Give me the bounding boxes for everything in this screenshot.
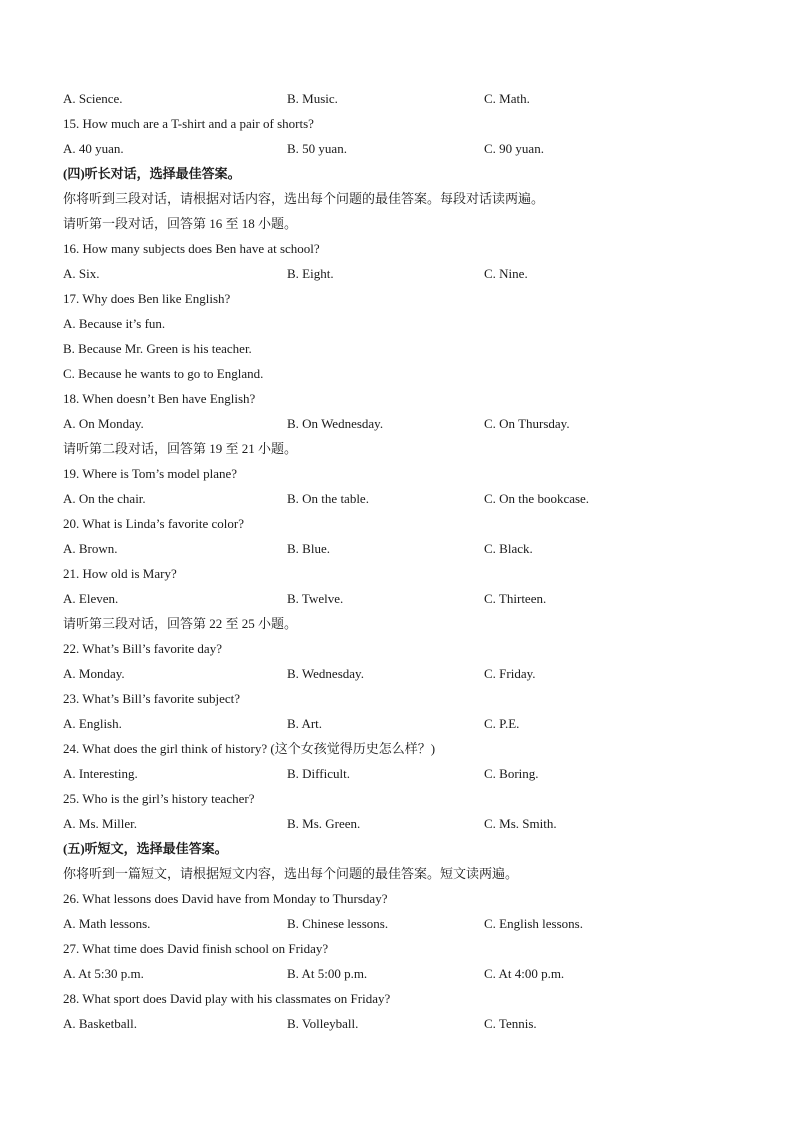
- question-text: 19. Where is Tom’s model plane?: [63, 466, 238, 481]
- instruction-text: A. Because it’s fun.: [63, 316, 166, 331]
- question-text: 15. How much are a T-shirt and a pair of shorts?: [63, 116, 314, 131]
- option-c: C. Black.: [484, 541, 533, 556]
- instruction-text: 你将听到一篇短文，请根据短文内容，选出每个问题的最佳答案。短文读两遍。: [63, 866, 519, 881]
- option-c: C. At 4:00 p.m.: [484, 966, 565, 981]
- instruction-text: 请听第一段对话，回答第 16 至 18 小题。: [63, 216, 298, 231]
- option-a: A. Ms. Miller.: [63, 816, 138, 831]
- instruction-text: 请听第三段对话，回答第 22 至 25 小题。: [63, 616, 298, 631]
- question-text: 23. What’s Bill’s favorite subject?: [63, 691, 241, 706]
- option-a: A. 40 yuan.: [63, 141, 124, 156]
- exam-page: [63, 86, 743, 1036]
- option-b: B. At 5:00 p.m.: [287, 966, 368, 981]
- option-c: C. P.E.: [484, 716, 520, 731]
- option-a: A. Eleven.: [63, 591, 119, 606]
- answer-options-row: [63, 761, 743, 786]
- option-b: B. Ms. Green.: [287, 816, 361, 831]
- answer-options-row: [63, 811, 743, 836]
- option-b: B. On Wednesday.: [287, 416, 384, 431]
- option-a: A. Interesting.: [63, 766, 138, 781]
- option-a: A. On Monday.: [63, 416, 144, 431]
- option-b: B. Difficult.: [287, 766, 350, 781]
- option-c: C. 90 yuan.: [484, 141, 544, 156]
- question-text: 28. What sport does David play with his classmates on Friday?: [63, 991, 391, 1006]
- instruction-text: B. Because Mr. Green is his teacher.: [63, 341, 252, 356]
- option-a: A. Brown.: [63, 541, 118, 556]
- option-a: A. On the chair.: [63, 491, 146, 506]
- option-b: B. Blue.: [287, 541, 330, 556]
- answer-options-row: [63, 911, 743, 936]
- question-text: 20. What is Linda’s favorite color?: [63, 516, 244, 531]
- instruction-text: C. Because he wants to go to England.: [63, 366, 264, 381]
- instruction-text: 你将听到三段对话，请根据对话内容，选出每个问题的最佳答案。每段对话读两遍。: [63, 191, 545, 206]
- answer-options-row: [63, 486, 743, 511]
- question-text: 24. What does the girl think of history? (这个女孩觉得历史怎么样？): [63, 741, 436, 756]
- option-c: C. Math.: [484, 91, 530, 106]
- question-text: 26. What lessons does David have from Monday to Thursday?: [63, 891, 388, 906]
- question-text: 18. When doesn’t Ben have English?: [63, 391, 256, 406]
- section-heading: (四)听长对话，选择最佳答案。: [63, 166, 241, 181]
- answer-options-row: [63, 661, 743, 686]
- question-text: 17. Why does Ben like English?: [63, 291, 231, 306]
- option-b: B. Music.: [287, 91, 338, 106]
- question-text: 16. How many subjects does Ben have at school?: [63, 241, 320, 256]
- option-b: B. Twelve.: [287, 591, 344, 606]
- question-text: 22. What’s Bill’s favorite day?: [63, 641, 222, 656]
- answer-options-row: [63, 1011, 743, 1036]
- option-a: A. Basketball.: [63, 1016, 138, 1031]
- option-a: A. Six.: [63, 266, 100, 281]
- option-c: C. Boring.: [484, 766, 539, 781]
- option-c: C. Nine.: [484, 266, 528, 281]
- answer-options-row: [63, 961, 743, 986]
- option-a: A. Monday.: [63, 666, 125, 681]
- answer-options-row: [63, 86, 743, 111]
- option-a: A. At 5:30 p.m.: [63, 966, 144, 981]
- option-a: A. Math lessons.: [63, 916, 151, 931]
- answer-options-row: [63, 136, 743, 161]
- instruction-text: 请听第二段对话，回答第 19 至 21 小题。: [63, 441, 298, 456]
- answer-options-row: [63, 586, 743, 611]
- option-c: C. Thirteen.: [484, 591, 547, 606]
- option-c: C. English lessons.: [484, 916, 583, 931]
- question-text: 21. How old is Mary?: [63, 566, 177, 581]
- option-b: B. Eight.: [287, 266, 334, 281]
- option-a: A. Science.: [63, 91, 123, 106]
- option-b: B. On the table.: [287, 491, 369, 506]
- option-b: B. Chinese lessons.: [287, 916, 389, 931]
- answer-options-row: [63, 711, 743, 736]
- option-c: C. Friday.: [484, 666, 536, 681]
- option-b: B. 50 yuan.: [287, 141, 347, 156]
- section-heading: (五)听短文，选择最佳答案。: [63, 841, 228, 856]
- answer-options-row: [63, 411, 743, 436]
- answer-options-row: [63, 536, 743, 561]
- option-c: C. Tennis.: [484, 1016, 537, 1031]
- answer-options-row: [63, 261, 743, 286]
- option-a: A. English.: [63, 716, 122, 731]
- option-b: B. Volleyball.: [287, 1016, 359, 1031]
- option-c: C. On Thursday.: [484, 416, 570, 431]
- question-text: 27. What time does David finish school on Friday?: [63, 941, 329, 956]
- option-c: C. Ms. Smith.: [484, 816, 557, 831]
- option-c: C. On the bookcase.: [484, 491, 590, 506]
- option-b: B. Wednesday.: [287, 666, 364, 681]
- option-b: B. Art.: [287, 716, 323, 731]
- question-text: 25. Who is the girl’s history teacher?: [63, 791, 255, 806]
